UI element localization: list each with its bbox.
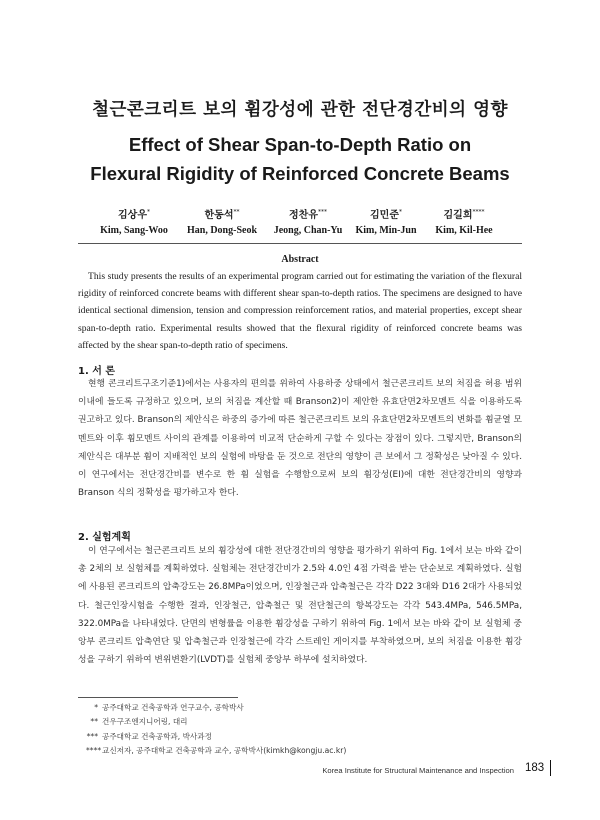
footnote-text: 건우구조엔지니어링, 대리 [102,717,188,727]
author-mark: **** [472,208,485,216]
footnote-divider [78,697,238,698]
footnote-mark: * [94,703,98,712]
footnote-text: 공주대학교 건축공학과 연구교수, 공학박사 [102,703,244,712]
author [180,206,264,236]
author [266,206,350,236]
section-body-experiment: 이 연구에서는 철근콘크리트 보의 휨강성에 대한 전단경간비의 영향을 평가하기 위하여 Fig. 1에서 보는 바와 같이 총 2체의 보 실험체를 계획하였다. 실험체는 전단경간비가 2.5와 4.0인 4점 가력을 받는 단순보로 계획하였다. 실험에 사용된 콘크리트의 압축강도는 26.8MPa이었으며, 인장철근과 압축철근은 각각 D22 3대와 D16 2대가 사용되었다. 철근인장시험을 수행한 결과, 인장철근, 압축철근 및 전단철근의 항복강도는 각각 543.4MPa, 546.5MPa, 322.0MPa을 나타내었다. 단면의 변형률을 이용한 휨강성을 구하기 위하여 Fig. 1에서 보는 바와 같이 보 실험체 중앙부 콘크리트 압축연단 및 압축철근과 인장철근에 각각 스트레인 게이지를 부착하였으며, 보의 처짐을 이용한 휨강성을 구하기 위하여 변위변환기(LVDT)를 실험체 중앙부 하부에 설치하였다. [78,546,522,666]
abstract-text: This study presents the results of an experimental program carried out for estimating the variation of the flexural rigidity of reinforced concrete beams with different shear span-to-depth ratios. The specimens are designed to have identical sectional dimension, tension and compression reinforcement ratios, and material properties, except shear span-to-depth ratio. Experimental results showed that the flexural rigidity of reinforced concrete beams was affected by the shear span-to-depth ratio of specimens. [78,271,522,351]
author-mark: ** [233,208,240,216]
title-english-line-1: Effect of Shear Span-to-Depth Ratio on [128,134,472,155]
author-name-english: Kim, Kil-Hee [435,225,493,236]
author-name-english: Kim, Sang-Woo [100,225,168,236]
footnote-text: 공주대학교 건축공학과, 박사과정 [102,731,212,741]
author-name-korean: 김길희 [443,210,473,221]
footer-divider [550,760,551,776]
author-mark: * [146,208,150,216]
author-name-korean: 한동석 [204,210,234,221]
author-mark: * [398,208,402,216]
footnote-mark: *** [86,731,98,741]
author-list [92,206,512,238]
footnote [86,730,346,744]
author-name-english: Kim, Min-Jun [355,225,417,236]
author-name-korean: 정찬유 [289,210,318,221]
author [422,206,506,236]
author-name-english: Han, Dong-Seok [186,225,257,236]
author [344,206,428,236]
author-name-korean: 김민준 [370,210,399,221]
title-english-line-2: Flexural Rigidity of Reinforced Concrete Beams [90,163,510,184]
page-number: 183 [525,762,545,774]
title-korean: 철근콘크리트 보의 휨강성에 관한 전단경간비의 영향 [92,100,508,120]
footnote [86,715,346,729]
footnote [86,744,346,758]
footnote-list [86,701,346,759]
author-mark: *** [317,208,327,216]
author [92,206,176,236]
section-body-introduction: 현행 콘크리트구조기준1)에서는 사용자의 편의를 위하여 사용하중 상태에서 철근콘크리트 보의 처짐을 허용 범위 이내에 들도록 규정하고 있으며, 보의 처짐을 계산할 때 Branson2)이 제안한 유효단면2차모멘트 식을 이용하도록 권고하고 있다. Branson의 제안식은 하중의 증가에 따른 철근콘크리트 보의 유효단면2차모멘트의 변화를 휨균열 모멘트와 이후 휨모멘트 사이의 관계를 이용하여 비교적 단순하게 구할 수 있다는 장점이 있다. 그렇지만, Branson의 제안식은 대부분 휨이 지배적인 보의 실험에 바탕을 둔 것으로 전단의 영향이 큰 보에서 그 정확성은 낮아질 수 있다. 이 연구에서는 전단경간비를 변수로 한 휨 실험을 수행함으로써 보의 휨강성(EI)에 대한 전단경간비의 영향과 Branson 식의 정확성을 평가하고자 한다. [78,379,522,499]
footnote-mark: **** [86,746,102,756]
header-divider [78,243,522,244]
abstract-heading: Abstract [281,254,319,265]
footnote [86,701,346,715]
footer-institute: Korea Institute for Structural Maintenance and Inspection [322,766,514,775]
footnote-mark: ** [90,717,98,727]
footnote-text: 교신저자, 공주대학교 건축공학과 교수, 공학박사(kimkh@kongju.ac.kr) [102,746,347,756]
author-name-korean: 김상우 [118,210,147,221]
section-heading-experiment: 2. 실험계획 [78,532,131,543]
section-heading-introduction: 1. 서 론 [78,366,116,377]
author-name-english: Jeong, Chan-Yu [273,225,343,236]
